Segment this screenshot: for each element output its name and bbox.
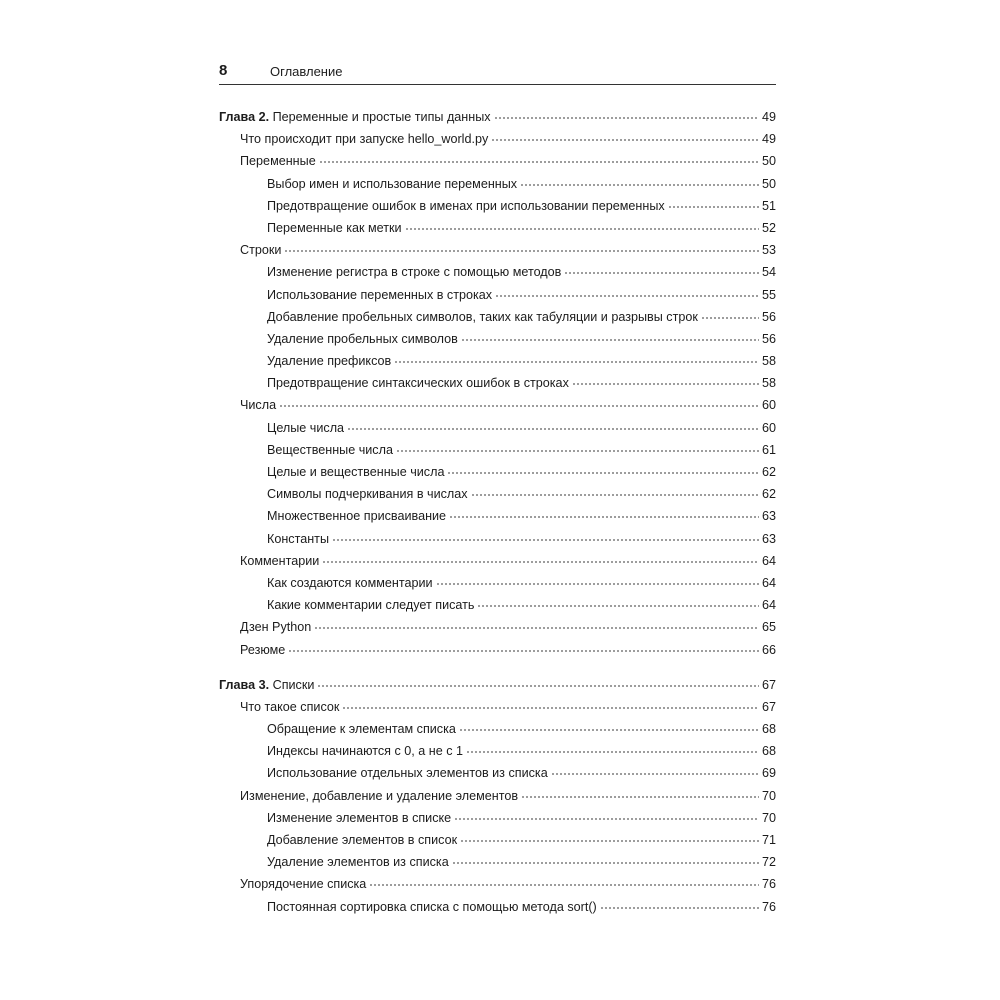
toc-entry-label: Как создаются комментарии [267, 575, 433, 590]
toc-entry-label: Числа [240, 398, 277, 413]
toc-page-number: 62 [761, 465, 776, 479]
toc-page-number: 68 [761, 744, 776, 759]
dot-leader [668, 205, 759, 209]
toc-entry-label: Строки [240, 243, 282, 258]
toc-entry-label: Постоянная сортировка списка с помощью метода sort() [267, 899, 597, 914]
toc-page-number: 52 [761, 220, 776, 235]
toc-entry[interactable] [219, 195, 776, 217]
toc-entry-label: Использование отдельных элементов из списка [267, 766, 548, 781]
toc-entry[interactable] [219, 128, 776, 150]
dot-leader [572, 382, 759, 386]
toc-page-number: 70 [761, 788, 776, 803]
toc-entry[interactable] [219, 284, 776, 306]
toc-entry[interactable] [219, 328, 776, 350]
toc-entry-label: Удаление элементов из списка [267, 855, 449, 870]
toc-entry[interactable] [219, 639, 776, 661]
dot-leader [471, 493, 759, 497]
dot-leader [405, 227, 759, 231]
toc-page-number: 54 [761, 265, 776, 280]
toc-chapter-prefix: Глава 2. [219, 110, 270, 124]
toc-entry-label: Выбор имен и использование переменных [267, 176, 518, 191]
dot-leader [319, 160, 759, 164]
dot-leader [314, 626, 759, 630]
dot-leader [284, 249, 759, 253]
dot-leader [600, 906, 759, 910]
running-header [219, 62, 776, 85]
toc-entry-label: Обращение к элементам списка [267, 722, 456, 737]
toc-entry[interactable] [219, 572, 776, 594]
toc-page-number: 67 [761, 677, 776, 692]
toc-entry-label: Индексы начинаются с 0, а не с 1 [267, 744, 464, 759]
toc-entry-label: Множественное присваивание [267, 509, 447, 524]
toc-entry[interactable] [219, 394, 776, 416]
dot-leader [449, 515, 759, 519]
toc-entry-label: Комментарии [240, 553, 320, 568]
toc-page-number: 60 [761, 420, 776, 435]
toc-entry-label: Упорядочение списка [240, 877, 367, 892]
toc-entry[interactable] [219, 483, 776, 505]
dot-leader [491, 138, 759, 142]
toc-page-number: 56 [761, 309, 776, 324]
toc-entry-label: Что такое список [240, 699, 340, 714]
toc-entry-label: Удаление пробельных символов [267, 331, 458, 346]
chapter-block [219, 674, 776, 918]
toc-page-number: 58 [761, 376, 776, 391]
toc-entry-label: Резюме [240, 642, 286, 657]
dot-leader [495, 294, 759, 298]
toc-chapter-title: Переменные и простые типы данных [272, 110, 491, 124]
toc-entry-label: Добавление пробельных символов, таких как табуляции и разрывы строк [267, 309, 698, 324]
chapter-block [219, 106, 776, 661]
dot-leader [447, 471, 759, 475]
toc-chapter-label [219, 674, 314, 696]
toc-entry[interactable] [219, 616, 776, 638]
toc-chapter-entry[interactable] [219, 106, 776, 128]
toc-page-number: 63 [761, 509, 776, 524]
toc-page-number: 64 [761, 553, 776, 568]
toc-entry[interactable] [219, 807, 776, 829]
dot-leader [288, 649, 759, 653]
toc-page-number: 51 [761, 198, 776, 213]
toc-entry-label: Вещественные числа [267, 442, 393, 457]
dot-leader [454, 817, 759, 821]
dot-leader [342, 706, 759, 710]
toc-chapter-title: Списки [272, 677, 315, 692]
dot-leader [461, 338, 759, 342]
dot-leader [452, 861, 759, 865]
toc-page-number: 50 [761, 176, 776, 191]
dot-leader [394, 360, 759, 364]
toc-entry[interactable] [219, 873, 776, 895]
toc-page-number: 70 [761, 810, 776, 825]
toc-entry[interactable] [219, 306, 776, 328]
toc-entry[interactable] [219, 217, 776, 239]
dot-leader [520, 183, 759, 187]
toc-entry[interactable] [219, 550, 776, 572]
toc-entry-label: Удаление префиксов [267, 354, 392, 369]
toc-entry[interactable] [219, 505, 776, 527]
toc-entry[interactable] [219, 762, 776, 784]
toc-entry-label: Целые числа [267, 420, 345, 435]
toc-page-number: 76 [761, 877, 776, 892]
toc-page-number: 69 [761, 766, 776, 781]
toc-entry-label: Предотвращение ошибок в именах при использовании переменных [267, 198, 665, 213]
toc-entry[interactable] [219, 372, 776, 394]
toc-entry-label: Предотвращение синтаксических ошибок в строках [267, 376, 569, 391]
toc-entry-label: Изменение элементов в списке [267, 810, 452, 825]
toc-entry[interactable] [219, 896, 776, 918]
dot-leader [279, 404, 759, 408]
toc-page-number: 61 [761, 442, 776, 457]
toc-chapter-label [219, 106, 491, 128]
toc-entry-label: Целые и вещественные числа [267, 465, 445, 479]
toc-page-number: 60 [761, 398, 776, 413]
toc-page-number: 56 [761, 331, 776, 346]
dot-leader [701, 316, 759, 320]
dot-leader [322, 560, 759, 564]
toc-page-number: 71 [761, 833, 776, 847]
toc-entry[interactable] [219, 461, 776, 483]
toc-page-number: 76 [761, 899, 776, 914]
toc-chapter-prefix: Глава 3. [219, 677, 270, 692]
toc-page-number: 58 [761, 354, 776, 369]
dot-leader [460, 839, 759, 843]
toc-page-number: 68 [761, 722, 776, 737]
running-title: Оглавление [270, 64, 343, 79]
dot-leader [436, 582, 759, 586]
toc-entry-label: Переменные как метки [267, 220, 402, 235]
toc-page-number: 50 [761, 154, 776, 169]
toc-entry-label: Изменение регистра в строке с помощью методов [267, 265, 562, 280]
toc-entry-label: Дзен Python [240, 620, 312, 635]
toc-page-number: 67 [761, 699, 776, 714]
toc-entry[interactable] [219, 350, 776, 372]
dot-leader [551, 772, 759, 776]
toc-page-number: 72 [761, 855, 776, 870]
toc-page-number: 65 [761, 620, 776, 635]
dot-leader [347, 427, 759, 431]
toc-entry[interactable] [219, 150, 776, 172]
toc-entry-label: Переменные [240, 154, 316, 169]
toc-entry-label: Что происходит при запуске hello_world.py [240, 132, 489, 147]
dot-leader [564, 271, 759, 275]
dot-leader [332, 538, 759, 542]
page-number: 8 [219, 62, 228, 79]
dot-leader [466, 750, 759, 754]
toc-entry-label: Добавление элементов в список [267, 833, 458, 847]
toc-entry[interactable] [219, 439, 776, 461]
toc-entry-label: Константы [267, 531, 329, 546]
toc-page-number: 49 [761, 110, 776, 124]
toc-entry[interactable] [219, 829, 776, 851]
toc-page-number: 62 [761, 487, 776, 502]
toc-page-number: 55 [761, 287, 776, 302]
dot-leader [369, 883, 759, 887]
dot-leader [494, 116, 759, 120]
table-of-contents [219, 106, 776, 931]
toc-entry[interactable] [219, 785, 776, 807]
dot-leader [459, 728, 759, 732]
toc-entry-label: Изменение, добавление и удаление элементов [240, 788, 519, 803]
toc-page-number: 49 [761, 132, 776, 147]
toc-entry[interactable] [219, 528, 776, 550]
toc-entry-label: Символы подчеркивания в числах [267, 487, 468, 502]
dot-leader [396, 449, 759, 453]
toc-page-number: 64 [761, 598, 776, 613]
toc-entry[interactable] [219, 594, 776, 616]
dot-leader [521, 795, 759, 799]
toc-entry[interactable] [219, 417, 776, 439]
toc-page-number: 63 [761, 531, 776, 546]
toc-entry[interactable] [219, 851, 776, 873]
toc-entry-label: Использование переменных в строках [267, 287, 493, 302]
toc-entry[interactable] [219, 718, 776, 740]
dot-leader [477, 604, 759, 608]
toc-chapter-entry[interactable] [219, 674, 776, 696]
toc-entry-label: Какие комментарии следует писать [267, 598, 475, 613]
toc-page-number: 64 [761, 575, 776, 590]
toc-page-number: 66 [761, 642, 776, 657]
toc-entry[interactable] [219, 239, 776, 261]
toc-entry[interactable] [219, 261, 776, 283]
toc-page-number: 53 [761, 243, 776, 258]
toc-entry[interactable] [219, 696, 776, 718]
toc-entry[interactable] [219, 740, 776, 762]
toc-entry[interactable] [219, 173, 776, 195]
dot-leader [317, 684, 759, 688]
